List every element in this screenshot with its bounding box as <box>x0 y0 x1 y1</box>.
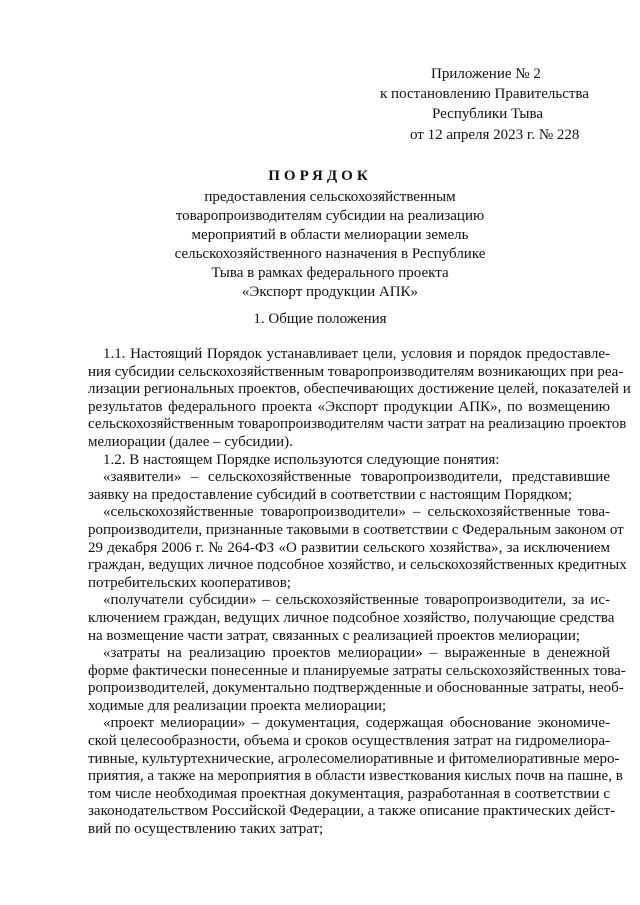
body-line: «проект мелиорации» – документация, содержащая обоснование экономиче- <box>103 715 610 732</box>
body-line: форме фактически понесенные и планируемые затраты сельскохозяйственных това- <box>88 662 626 679</box>
subtitle-line: предоставления сельскохозяйственным <box>204 189 456 205</box>
body-line: ропроизводителей, документально подтвержденные и обоснованные затраты, необ- <box>88 680 624 697</box>
subtitle-line: мероприятий в области мелиорации земель <box>191 227 469 243</box>
body-line: результатов федерального проекта «Экспорт продукции АПК», по возмещению <box>88 398 610 415</box>
document-subtitle <box>150 188 510 302</box>
subtitle-line: товаропроизводителям субсидии на реализацию <box>175 208 485 224</box>
body-line: «сельскохозяйственные товаропроизводители» – сельскохозяйственные това- <box>103 504 610 521</box>
subtitle-line: сельскохозяйственного назначения в Республике <box>174 246 486 262</box>
body-line: на возмещение части затрат, связанных с реализацией проектов мелиорации; <box>88 627 581 644</box>
document-body <box>88 346 631 839</box>
body-line: «затраты на реализацию проектов мелиорации» – выраженные в денежной <box>103 645 610 662</box>
appendix-date: от 12 апреля 2023 г. № 228 <box>410 127 580 143</box>
body-line: «заявители» – сельскохозяйственные товаропроизводители, представившие <box>103 469 610 486</box>
appendix-block <box>380 64 620 143</box>
body-line: ропроизводители, признанные таковыми в соответствии с Федеральным законом от <box>88 521 624 538</box>
body-line: лизации региональных проектов, обеспечивающих достижение целей, показателей и <box>88 381 631 398</box>
body-line: тивные, культуртехнические, агролесомелиоративные и фитомелиоративные меро- <box>88 750 620 767</box>
body-line: ния субсидии сельскохозяйственным товаропроизводителям возникающих при реа- <box>88 363 624 380</box>
body-line: ключением граждан, ведущих личное подсобное хозяйство, получающие средства <box>88 609 615 626</box>
body-line: потребительских кооперативов; <box>88 574 291 591</box>
body-line: граждан, ведущих личное подсобное хозяйство, и сельскохозяйственных кредитных <box>88 557 627 574</box>
appendix-number: Приложение № 2 <box>431 66 541 82</box>
body-line: ходимые для реализации проекта мелиорации; <box>88 697 387 714</box>
body-line: «получатели субсидии» – сельскохозяйственные товаропроизводители, за ис- <box>103 592 610 609</box>
body-line: 1.1. Настоящий Порядок устанавливает цели, условия и порядок предоставле- <box>103 346 610 362</box>
body-line: 1.2. В настоящем Порядке используются следующие понятия: <box>103 451 500 468</box>
body-line: приятия, а также на мероприятия в области известкования кислых почв на пашне, в <box>88 768 623 785</box>
body-line: законодательством Российской Федерации, а также описание практических дейст- <box>88 803 616 820</box>
subtitle-line: Тыва в рамках федерального проекта <box>211 265 449 281</box>
body-line: том числе необходимая проектная документация, разработанная в соответствии с <box>88 785 610 802</box>
subtitle-line: «Экспорт продукции АПК» <box>241 284 419 300</box>
body-line: сельскохозяйственным товаропроизводителям части затрат на реализацию проектов <box>88 416 627 433</box>
body-line: мелиорации (далее – субсидии). <box>88 433 293 450</box>
body-line: 29 декабря 2006 г. № 264-ФЗ «О развитии сельского хозяйства», за исключением <box>88 539 610 556</box>
appendix-republic: Республики Тыва <box>432 106 544 122</box>
body-line: вий по осуществлению таких затрат; <box>88 821 324 838</box>
appendix-resolution: к постановлению Правительства <box>380 86 589 102</box>
body-line: заявку на предоставление субсидий в соответствии с настоящим Порядком; <box>88 486 573 503</box>
section-heading: 1. Общие положения <box>253 311 387 327</box>
body-line: ской целесообразности, объема и сроков осуществления затрат на гидромелиора- <box>88 733 610 750</box>
document-title: ПОРЯДОК <box>268 168 372 184</box>
